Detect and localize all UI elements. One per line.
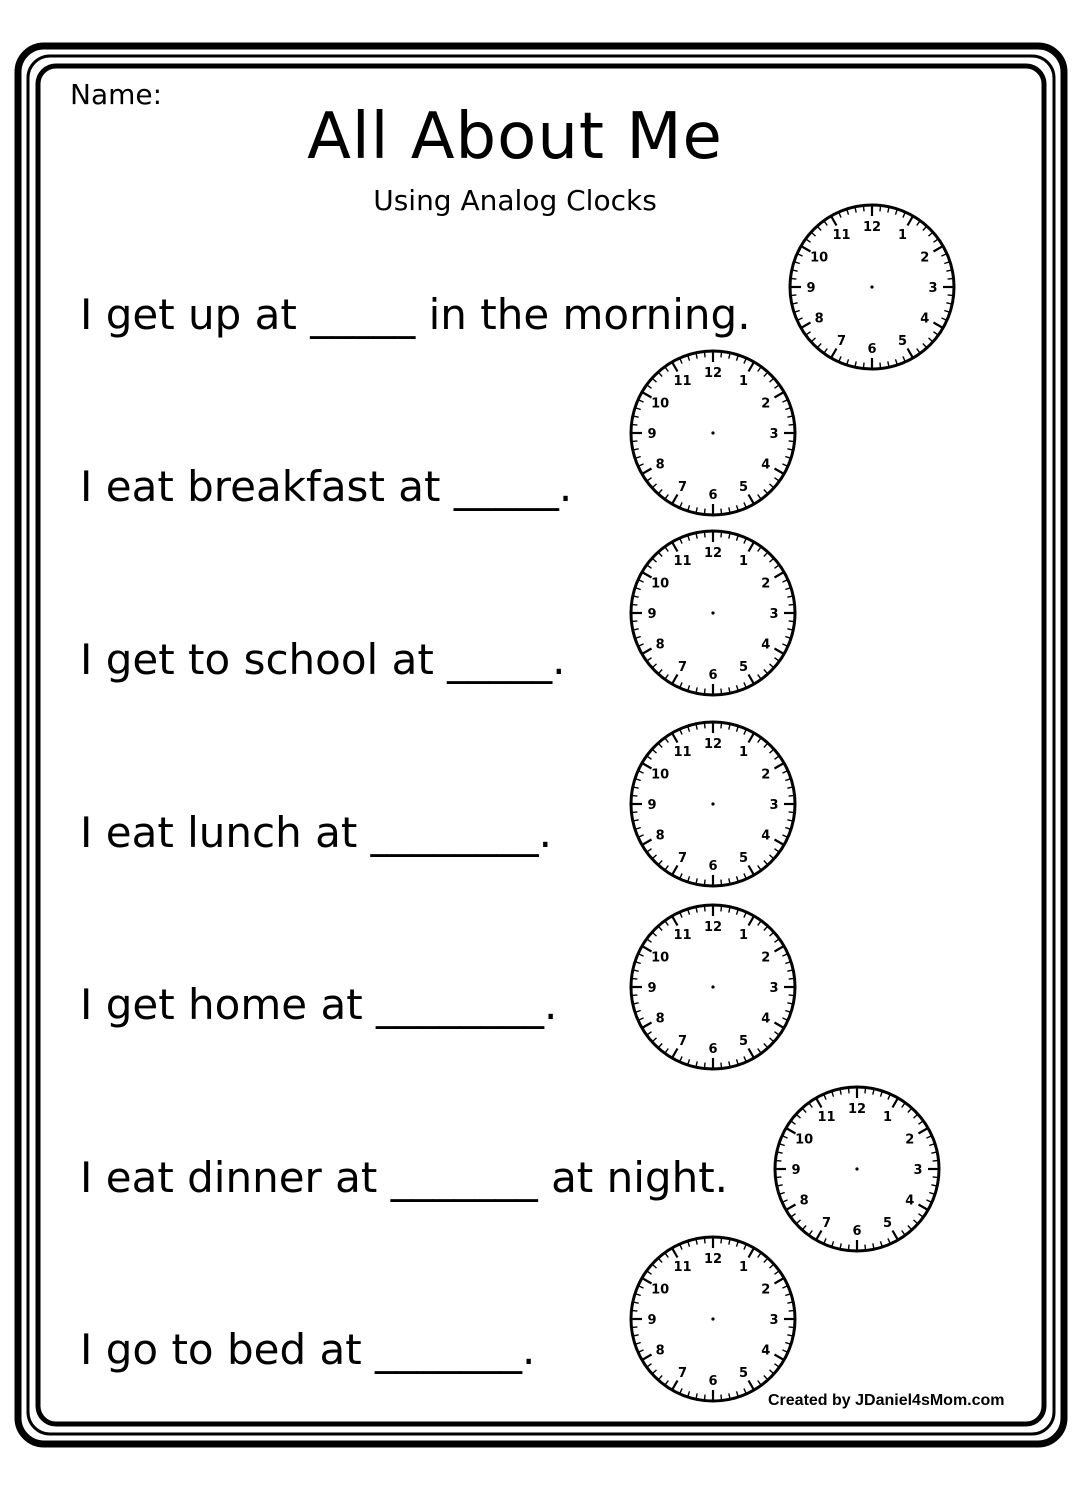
clock-number: 3 — [769, 798, 779, 813]
clock-center — [855, 1167, 858, 1170]
clock-number: 2 — [905, 1132, 915, 1148]
clock-number: 10 — [795, 1132, 814, 1148]
clock-tick — [948, 278, 954, 279]
clock-number: 6 — [708, 1042, 718, 1057]
clock-number: 3 — [928, 281, 938, 296]
page-title: All About Me — [307, 100, 723, 174]
clock-number: 4 — [761, 1343, 771, 1359]
clock-number: 11 — [673, 745, 692, 761]
clock-tick — [704, 351, 705, 357]
clock-tick — [704, 509, 705, 515]
clock-center — [870, 285, 873, 288]
clock-icon — [626, 717, 800, 891]
clock-number: 8 — [655, 637, 665, 653]
clock-tick — [863, 363, 864, 369]
clock-tick — [789, 995, 795, 996]
clock-tick — [789, 441, 795, 442]
clock-tick — [721, 1237, 722, 1243]
clock-tick — [704, 531, 705, 537]
clock-number: 1 — [738, 745, 749, 761]
clock-number: 8 — [655, 828, 665, 844]
clock-number: 10 — [810, 250, 829, 266]
clock-tick — [880, 363, 881, 369]
clock-number: 11 — [673, 1260, 692, 1276]
clock-tick — [704, 1237, 705, 1243]
clock-number: 7 — [677, 1365, 688, 1381]
clock-number: 7 — [677, 1033, 688, 1049]
clock-number: 3 — [769, 427, 779, 442]
clock-number: 5 — [738, 479, 749, 495]
clock-center — [711, 985, 714, 988]
clock-tick — [631, 604, 637, 605]
clock-number: 9 — [806, 281, 816, 296]
clock-number: 2 — [761, 576, 771, 592]
clock-tick — [704, 1395, 705, 1401]
clock-number: 11 — [673, 928, 692, 944]
clock-tick — [789, 812, 795, 813]
clock-tick — [789, 424, 795, 425]
clock-center — [711, 431, 714, 434]
clock-tick — [789, 978, 795, 979]
clock-number: 2 — [920, 250, 930, 266]
clock-tick — [933, 1160, 939, 1161]
clock-number: 9 — [791, 1163, 801, 1178]
clock-number: 5 — [738, 1033, 749, 1049]
clock-number: 1 — [882, 1110, 893, 1126]
clock-tick — [790, 295, 796, 296]
clock-number: 9 — [647, 427, 657, 442]
clock-tick — [721, 1395, 722, 1401]
sentence-breakfast: I eat breakfast at _____. — [80, 462, 573, 511]
clock-number: 10 — [651, 1282, 670, 1298]
clock-number: 11 — [673, 554, 692, 570]
clock-number: 2 — [761, 767, 771, 783]
clock-number: 12 — [703, 920, 723, 935]
clock-icon — [626, 1232, 800, 1406]
clock-tick — [631, 795, 637, 796]
clock-tick — [721, 351, 722, 357]
clock-number: 7 — [677, 479, 688, 495]
clock-tick — [721, 531, 722, 537]
clock-tick — [631, 995, 637, 996]
clock-number: 9 — [647, 798, 657, 813]
clock-number: 12 — [847, 1102, 867, 1117]
clock-number: 7 — [836, 333, 847, 349]
page-subtitle: Using Analog Clocks — [373, 184, 657, 217]
clock-tick — [880, 205, 881, 211]
clock-tick — [704, 1063, 705, 1069]
clock-icon — [626, 346, 800, 520]
sentence-home: I get home at ________. — [80, 980, 558, 1029]
clock-tick — [631, 978, 637, 979]
clock-number: 1 — [897, 228, 908, 244]
clock-number: 10 — [651, 396, 670, 412]
clock-number: 7 — [821, 1215, 832, 1231]
clock-number: 6 — [708, 488, 718, 503]
clock-number: 12 — [862, 220, 882, 235]
name-label: Name: — [70, 78, 163, 111]
clock-number: 6 — [708, 1374, 718, 1389]
clock-number: 12 — [703, 366, 723, 381]
clock-number: 1 — [738, 374, 749, 390]
clock-number: 2 — [761, 1282, 771, 1298]
clock-icon — [626, 526, 800, 700]
clock-tick — [789, 621, 795, 622]
clock-tick — [721, 1063, 722, 1069]
clock-tick — [631, 424, 637, 425]
clock-number: 1 — [738, 928, 749, 944]
clock-tick — [631, 1327, 637, 1328]
clock-number: 6 — [867, 342, 877, 357]
clock-tick — [721, 880, 722, 886]
clock-number: 8 — [655, 1011, 665, 1027]
clock-number: 3 — [769, 981, 779, 996]
clock-tick — [865, 1245, 866, 1251]
clock-number: 8 — [655, 1343, 665, 1359]
clock-center — [711, 1317, 714, 1320]
clock-tick — [704, 689, 705, 695]
clock-tick — [863, 205, 864, 211]
credit-text: Created by JDaniel4sMom.com — [768, 1392, 1005, 1409]
clock-icon — [770, 1082, 944, 1256]
clock-number: 8 — [655, 457, 665, 473]
clock-number: 10 — [651, 576, 670, 592]
clock-number: 4 — [761, 1011, 771, 1027]
clock-number: 1 — [738, 1260, 749, 1276]
clock-tick — [631, 812, 637, 813]
clock-number: 6 — [852, 1224, 862, 1239]
clock-number: 5 — [738, 659, 749, 675]
clock-icon — [626, 900, 800, 1074]
clock-icon — [785, 200, 959, 374]
clock-tick — [631, 441, 637, 442]
clock-tick — [848, 1087, 849, 1093]
clock-number: 5 — [882, 1215, 893, 1231]
clock-number: 5 — [738, 850, 749, 866]
clock-tick — [704, 905, 705, 911]
clock-center — [711, 611, 714, 614]
clock-number: 8 — [799, 1193, 809, 1209]
clock-tick — [704, 722, 705, 728]
clock-number: 11 — [817, 1110, 836, 1126]
sentence-lunch: I eat lunch at ________. — [80, 808, 553, 857]
clock-tick — [721, 689, 722, 695]
clock-number: 2 — [761, 950, 771, 966]
clock-center — [711, 802, 714, 805]
clock-number: 2 — [761, 396, 771, 412]
clock-number: 3 — [913, 1163, 923, 1178]
sentence-school: I get to school at _____. — [80, 635, 566, 684]
clock-tick — [721, 509, 722, 515]
clock-number: 12 — [703, 546, 723, 561]
clock-tick — [775, 1177, 781, 1178]
clock-tick — [865, 1087, 866, 1093]
clock-number: 7 — [677, 850, 688, 866]
sentence-dinner: I eat dinner at _______ at night. — [80, 1153, 729, 1202]
clock-number: 4 — [761, 828, 771, 844]
clock-number: 6 — [708, 859, 718, 874]
clock-tick — [933, 1177, 939, 1178]
clock-number: 4 — [761, 457, 771, 473]
clock-number: 7 — [677, 659, 688, 675]
clock-number: 9 — [647, 1313, 657, 1328]
clock-tick — [721, 905, 722, 911]
sentence-wake-up: I get up at _____ in the morning. — [80, 290, 751, 339]
clock-number: 4 — [761, 637, 771, 653]
clock-number: 4 — [905, 1193, 915, 1209]
clock-tick — [789, 604, 795, 605]
clock-number: 3 — [769, 1313, 779, 1328]
clock-number: 9 — [647, 981, 657, 996]
clock-number: 9 — [647, 607, 657, 622]
clock-number: 1 — [738, 554, 749, 570]
clock-number: 5 — [897, 333, 908, 349]
clock-number: 8 — [814, 311, 824, 327]
clock-number: 11 — [673, 374, 692, 390]
clock-number: 12 — [703, 737, 723, 752]
clock-tick — [789, 795, 795, 796]
clock-tick — [848, 1245, 849, 1251]
clock-tick — [631, 1310, 637, 1311]
clock-tick — [789, 1310, 795, 1311]
clock-number: 5 — [738, 1365, 749, 1381]
clock-tick — [775, 1160, 781, 1161]
clock-tick — [631, 621, 637, 622]
clock-number: 3 — [769, 607, 779, 622]
clock-number: 11 — [832, 228, 851, 244]
clock-number: 10 — [651, 767, 670, 783]
clock-number: 10 — [651, 950, 670, 966]
clock-tick — [789, 1327, 795, 1328]
clock-number: 6 — [708, 668, 718, 683]
clock-tick — [721, 722, 722, 728]
clock-number: 4 — [920, 311, 930, 327]
sentence-bedtime: I go to bed at _______. — [80, 1325, 536, 1374]
clock-tick — [704, 880, 705, 886]
clock-tick — [948, 295, 954, 296]
clock-number: 12 — [703, 1252, 723, 1267]
clock-tick — [790, 278, 796, 279]
